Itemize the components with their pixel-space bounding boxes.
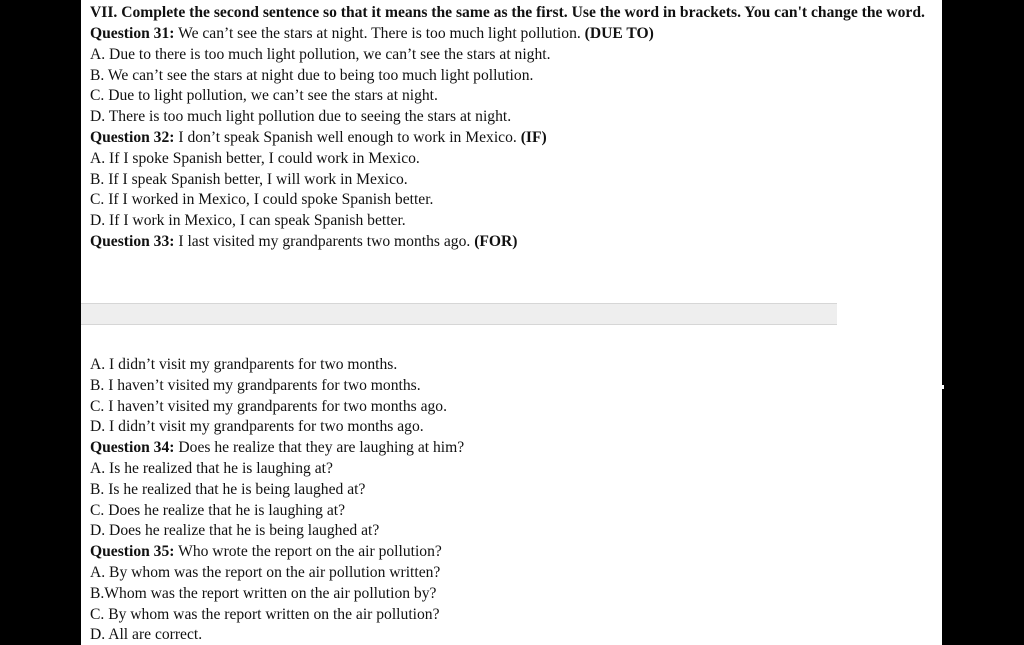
answer-option: [90, 355, 930, 376]
question-label: Question 34:: [90, 439, 175, 457]
question-label: Question 35:: [90, 543, 175, 561]
line-text: D. If I work in Mexico, I can speak Spanish better.: [90, 212, 406, 230]
answer-option: [90, 107, 930, 128]
line-text: A. I didn’t visit my grandparents for two months.: [90, 356, 398, 373]
exercise-heading: VII. Complete the second sentence so that it means the same as the first. Use the word in brackets. You can't change the word.: [90, 4, 925, 21]
line-text: B. I haven’t visited my grandparents for two months.: [90, 376, 421, 394]
answer-option: [90, 170, 930, 191]
answer-option: [90, 459, 930, 480]
line-text: D. All are correct.: [90, 626, 203, 644]
line-text: D. Does he realize that he is being laughed at?: [90, 522, 380, 540]
answer-option: [90, 563, 930, 584]
line-text: B.Whom was the report written on the air pollution by?: [90, 584, 437, 602]
answer-option: [90, 584, 930, 605]
exercise-bottom-section: [90, 355, 930, 645]
line-text: B. Is he realized that he is being laughed at?: [90, 480, 366, 498]
question-line: [90, 128, 930, 149]
answer-option: [90, 625, 930, 645]
line-text: I last visited my grandparents two months ago.: [174, 232, 475, 250]
answer-option: [90, 45, 930, 66]
exercise-top-section: [90, 3, 930, 253]
keyword-hint: (FOR): [474, 232, 518, 250]
document-page: [81, 0, 942, 645]
question-line: [90, 232, 930, 253]
question-line: [90, 438, 930, 459]
line-text: B. We can’t see the stars at night due to being too much light pollution.: [90, 66, 534, 84]
line-text: Who wrote the report on the air pollution?: [174, 543, 442, 561]
line-text: We can’t see the stars at night. There is too much light pollution.: [174, 25, 585, 42]
line-text: D. I didn’t visit my grandparents for two months ago.: [90, 418, 424, 436]
keyword-hint: (DUE TO): [584, 25, 654, 42]
line-text: C. Does he realize that he is laughing at?: [90, 501, 346, 519]
answer-option: [90, 605, 930, 626]
answer-option: [90, 86, 930, 107]
answer-option: [90, 376, 930, 397]
keyword-hint: (IF): [520, 128, 547, 146]
answer-option: [90, 521, 930, 542]
line-text: C. If I worked in Mexico, I could spoke Spanish better.: [90, 191, 434, 209]
answer-option: [90, 501, 930, 522]
line-text: A. By whom was the report on the air pollution written?: [90, 563, 441, 581]
line-text: B. If I speak Spanish better, I will work in Mexico.: [90, 170, 408, 188]
line-text: A. Due to there is too much light pollution, we can’t see the stars at night.: [90, 45, 551, 63]
answer-option: [90, 66, 930, 87]
question-label: Question 31:: [90, 25, 175, 42]
page-separator: [81, 303, 837, 325]
answer-option: [90, 417, 930, 438]
line-text: C. I haven’t visited my grandparents for two months ago.: [90, 397, 448, 415]
answer-option: [90, 397, 930, 418]
line-text: A. Is he realized that he is laughing at?: [90, 459, 333, 477]
line-text: A. If I spoke Spanish better, I could work in Mexico.: [90, 149, 420, 167]
line-text: Does he realize that they are laughing at him?: [174, 439, 465, 457]
line-text: C. Due to light pollution, we can’t see the stars at night.: [90, 87, 438, 105]
answer-option: [90, 211, 930, 232]
line-text: C. By whom was the report written on the air pollution?: [90, 605, 440, 623]
bottom-lines: [90, 355, 930, 645]
line-text: I don’t speak Spanish well enough to work in Mexico.: [174, 128, 521, 146]
line-text: D. There is too much light pollution due to seeing the stars at night.: [90, 108, 512, 126]
answer-option: [90, 480, 930, 501]
question-label: Question 32:: [90, 128, 175, 146]
question-label: Question 33:: [90, 232, 175, 250]
question-line: [90, 542, 930, 563]
question-line: [90, 24, 930, 45]
top-lines: [90, 24, 930, 253]
scroll-marker: [940, 385, 944, 389]
answer-option: [90, 190, 930, 211]
answer-option: [90, 149, 930, 170]
